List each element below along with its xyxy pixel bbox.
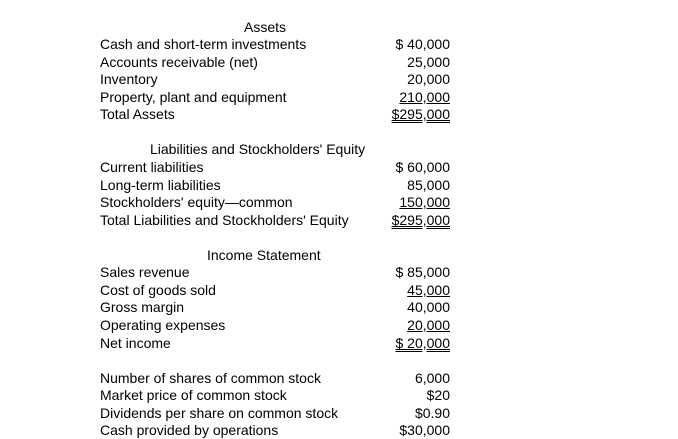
other-row-shares: [0, 369, 678, 387]
income-heading-row: [0, 246, 678, 264]
asset-row-ppe: [0, 88, 678, 106]
asset-row-cash: [0, 35, 678, 53]
liability-row-current: [0, 158, 678, 176]
income-amount: 20,000: [407, 317, 450, 333]
income-label: Cost of goods sold: [100, 282, 216, 298]
asset-total-amount: $295,000: [391, 106, 450, 122]
asset-total-label: Total Assets: [100, 106, 175, 122]
other-label: Market price of common stock: [100, 387, 287, 403]
asset-row-receivables: [0, 53, 678, 71]
assets-heading-row: [0, 18, 678, 36]
liability-label: Stockholders' equity—common: [100, 194, 293, 210]
liability-total-amount: $295,000: [391, 212, 450, 228]
liabilities-heading-row: [0, 140, 678, 158]
other-amount: $30,000: [399, 422, 450, 438]
liability-label: Long-term liabilities: [100, 177, 221, 193]
income-amount: 45,000: [407, 282, 450, 298]
asset-label: Cash and short-term investments: [100, 36, 307, 52]
other-label: Number of shares of common stock: [100, 370, 321, 386]
income-label: Gross margin: [100, 299, 185, 315]
other-amount: $0.90: [414, 405, 450, 421]
income-amount: 40,000: [407, 299, 450, 315]
asset-amount: 25,000: [407, 54, 450, 70]
income-net-amount: $ 20,000: [395, 335, 450, 351]
asset-amount: 210,000: [399, 89, 450, 105]
liability-row-total: [0, 211, 678, 229]
asset-amount: 20,000: [407, 71, 450, 87]
asset-label: Inventory: [100, 71, 158, 87]
income-row-cogs: [0, 281, 678, 299]
liability-label: Current liabilities: [100, 159, 204, 175]
income-label: Operating expenses: [100, 317, 226, 333]
other-amount: $20: [426, 387, 450, 403]
liability-row-equity: [0, 193, 678, 211]
other-label: Cash provided by operations: [100, 422, 279, 438]
assets-heading: Assets: [244, 19, 287, 35]
liability-amount: 85,000: [407, 177, 450, 193]
asset-amount: $ 40,000: [395, 36, 450, 52]
income-label: Sales revenue: [100, 264, 190, 280]
income-row-opex: [0, 316, 678, 334]
asset-row-total: [0, 105, 678, 123]
other-amount: 6,000: [414, 370, 450, 386]
liability-row-longterm: [0, 176, 678, 194]
income-net-label: Net income: [100, 335, 171, 351]
other-row-market-price: [0, 386, 678, 404]
income-heading: Income Statement: [207, 247, 321, 263]
other-row-cash-ops: [0, 421, 678, 439]
income-row-net: [0, 334, 678, 352]
liability-amount: $ 60,000: [395, 159, 450, 175]
other-row-dividends: [0, 404, 678, 422]
other-label: Dividends per share on common stock: [100, 405, 339, 421]
income-amount: $ 85,000: [395, 264, 450, 280]
asset-row-inventory: [0, 70, 678, 88]
asset-label: Property, plant and equipment: [100, 89, 287, 105]
liability-amount: 150,000: [399, 194, 450, 210]
income-row-sales: [0, 263, 678, 281]
income-row-gross-margin: [0, 298, 678, 316]
asset-label: Accounts receivable (net): [100, 54, 258, 70]
liabilities-heading: Liabilities and Stockholders' Equity: [150, 141, 366, 157]
liability-total-label: Total Liabilities and Stockholders' Equity: [100, 212, 349, 228]
